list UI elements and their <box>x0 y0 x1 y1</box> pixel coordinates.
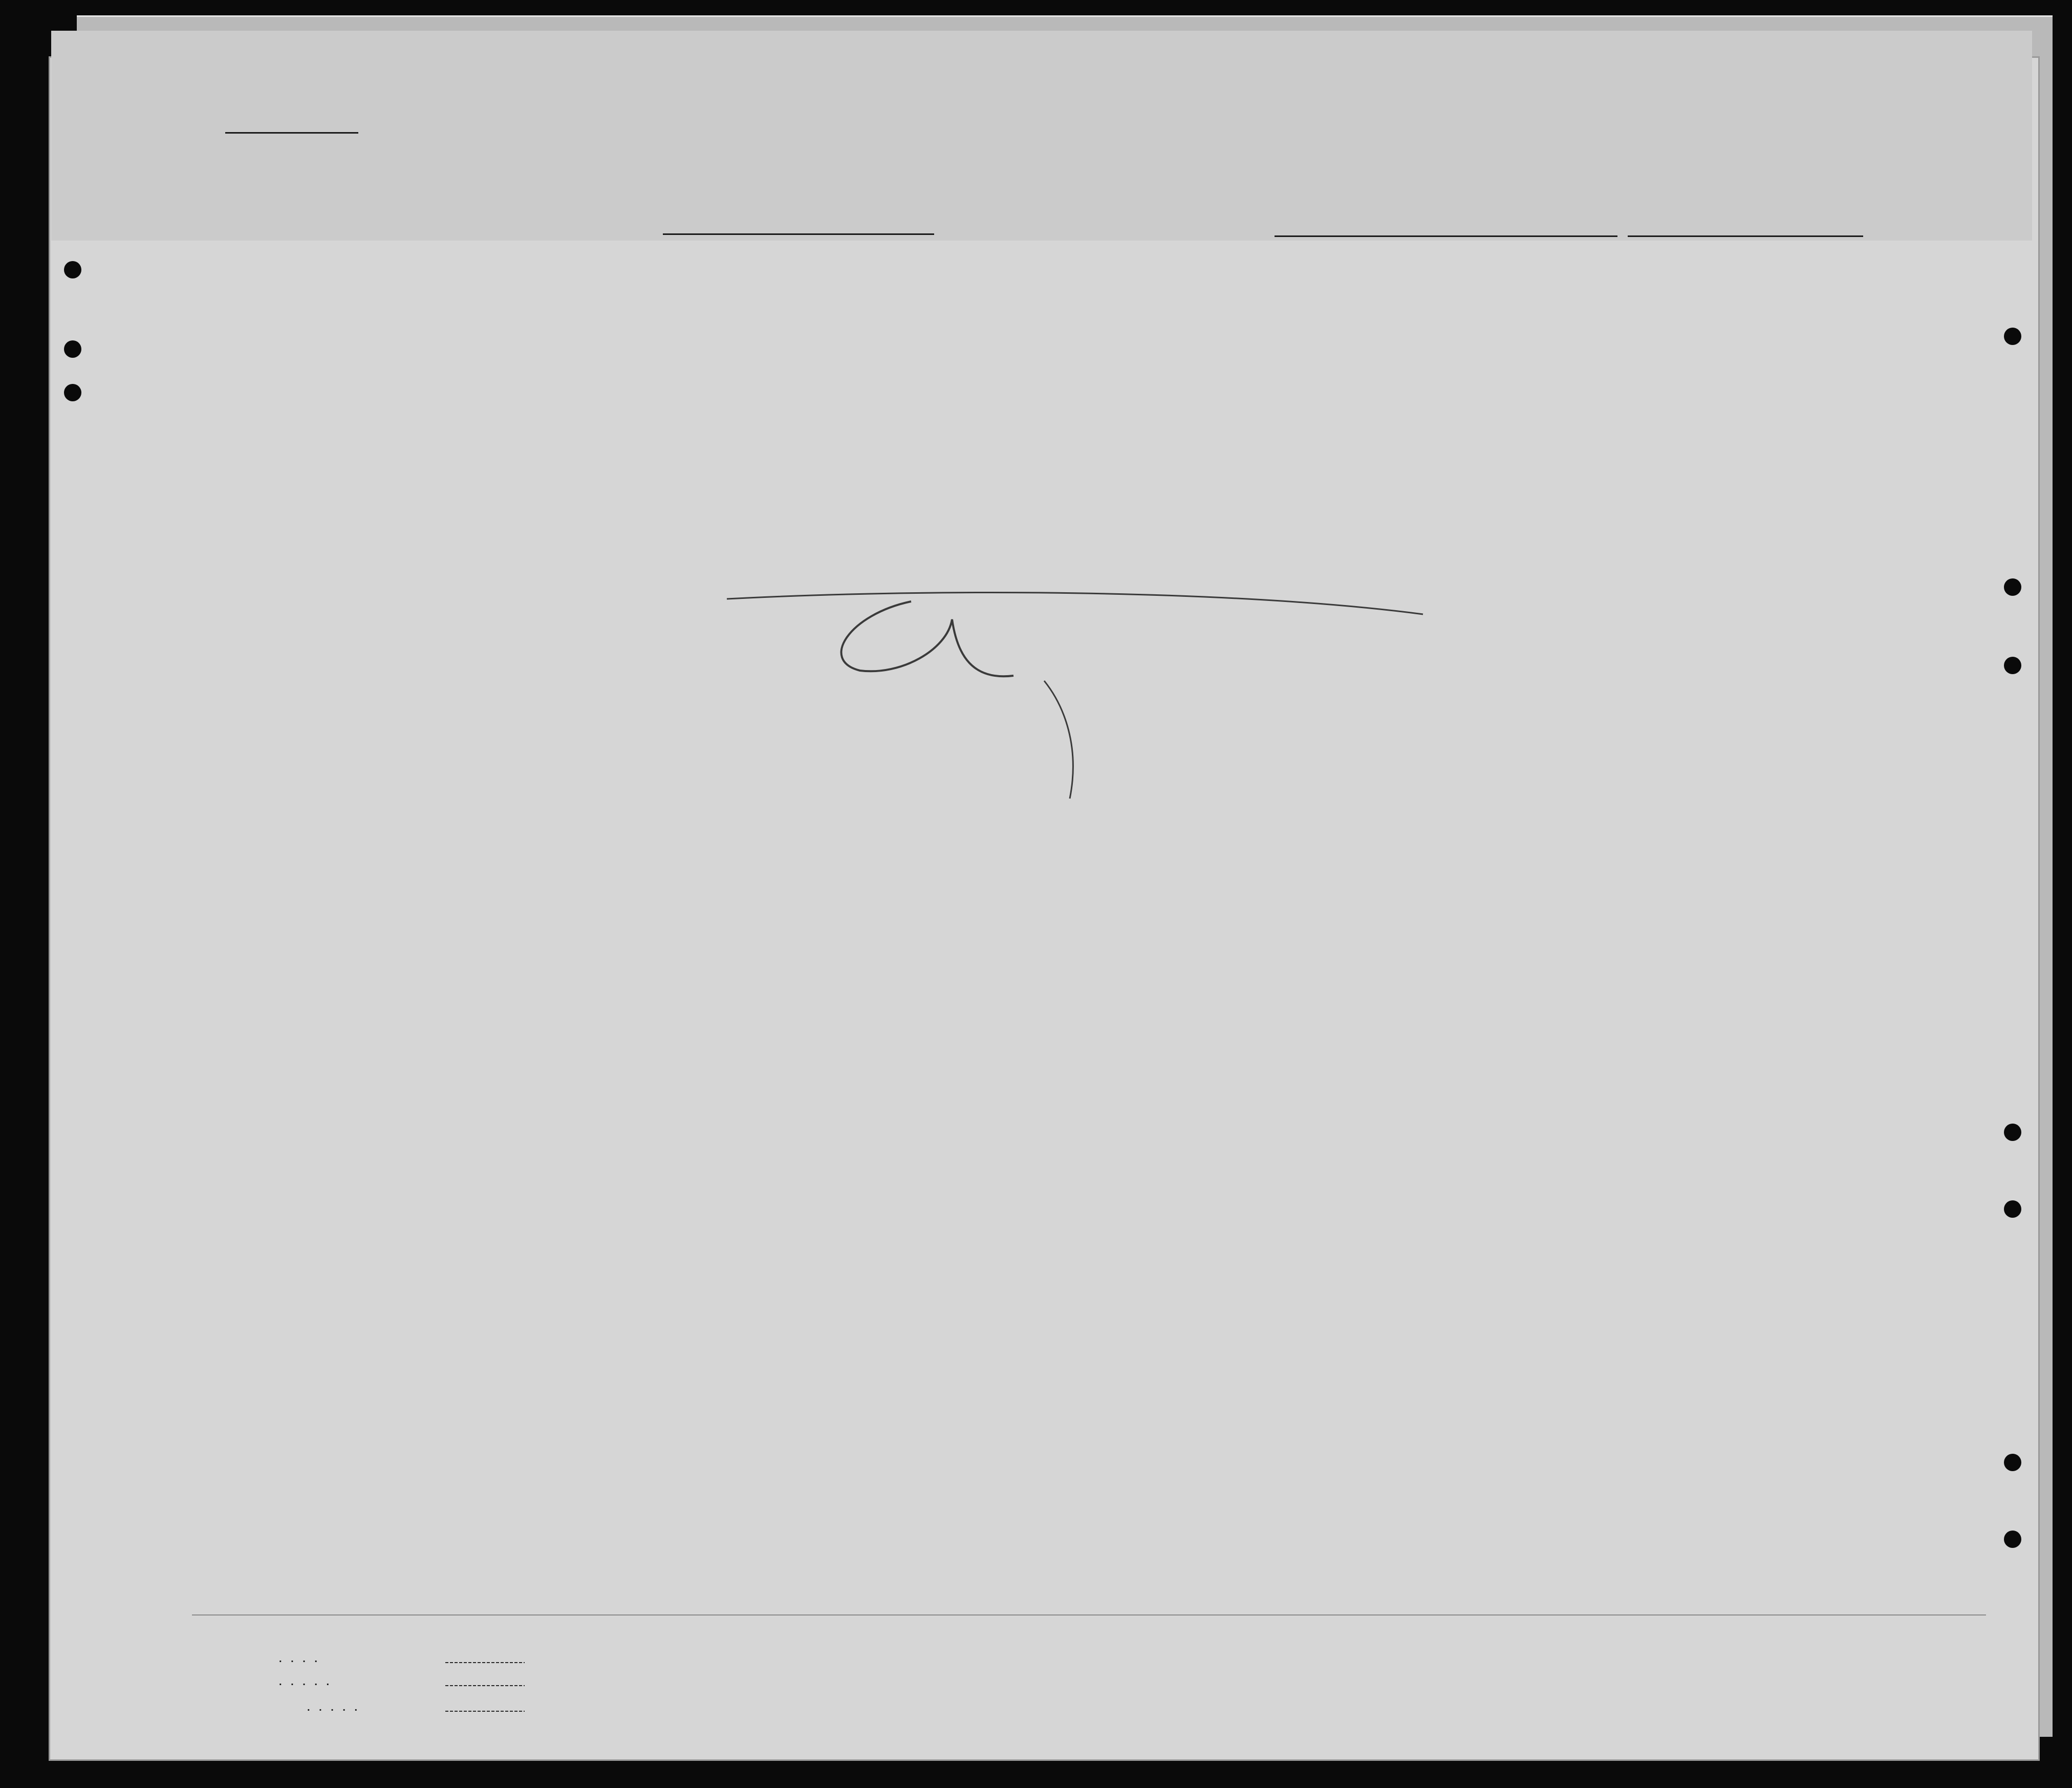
punch-hole <box>2004 1531 2021 1548</box>
punch-hole <box>2004 328 2021 345</box>
punch-hole <box>64 261 81 278</box>
footer-aliens: . . . . . <box>307 1702 361 1713</box>
punch-hole <box>2004 578 2021 596</box>
footer-us-citizens: . . . . . <box>279 1676 333 1688</box>
punch-hole <box>64 340 81 358</box>
punch-hole <box>2004 1124 2021 1141</box>
punch-hole <box>64 384 81 401</box>
footer-total-passengers: . . . . <box>279 1653 320 1665</box>
punch-hole <box>2004 1200 2021 1218</box>
punch-hole <box>2004 1454 2021 1471</box>
punch-hole <box>2004 657 2021 674</box>
